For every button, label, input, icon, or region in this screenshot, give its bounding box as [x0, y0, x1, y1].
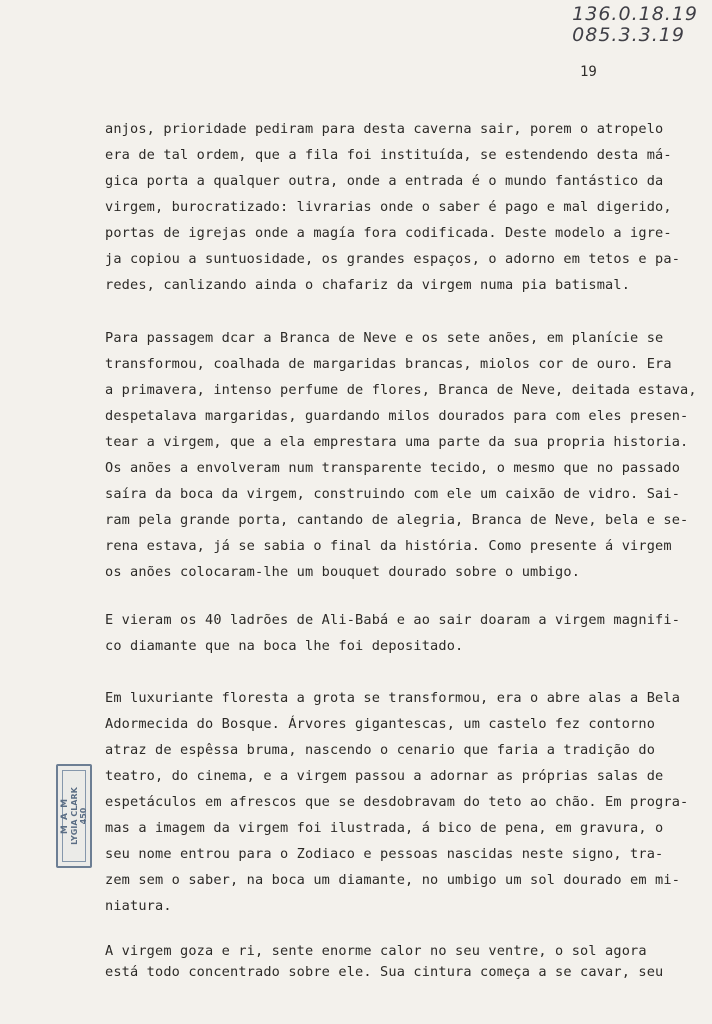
- text-line: atraz de espêssa bruma, nascendo o cenario que faria a tradição do: [105, 742, 656, 758]
- text-line: gica porta a qualquer outra, onde a entrada é o mundo fantástico da: [105, 173, 664, 189]
- archive-code: [572, 4, 698, 46]
- text-line: ram pela grande porta, cantando de alegria, Branca de Neve, bela e se-: [105, 512, 689, 528]
- paragraph-3: [105, 607, 681, 659]
- text-line: Os anões a envolveram num transparente tecido, o mesmo que no passado: [105, 460, 681, 476]
- stamp-line-1: M A M: [60, 797, 70, 835]
- text-line: está todo concentrado sobre ele. Sua cintura começa a se cavar, seu: [105, 964, 664, 980]
- text-line: teatro, do cinema, e a virgem passou a adornar as próprias salas de: [105, 768, 664, 784]
- text-line: os anões colocaram-lhe um bouquet dourado sobre o umbigo.: [105, 564, 581, 580]
- text-line: A virgem goza e ri, sente enorme calor no seu ventre, o sol agora: [105, 943, 647, 959]
- paragraph-2: [105, 325, 697, 585]
- text-line: espetáculos em afrescos que se desdobravam do teto ao chão. Em progra-: [105, 794, 689, 810]
- text-line: zem sem o saber, na boca um diamante, no umbigo um sol dourado em mi-: [105, 872, 681, 888]
- paragraph-1: [105, 116, 681, 298]
- text-line: transformou, coalhada de margaridas brancas, miolos cor de ouro. Era: [105, 356, 672, 372]
- text-line: mas a imagem da virgem foi ilustrada, á bico de pena, em gravura, o: [105, 820, 664, 836]
- paragraph-5: [105, 941, 665, 983]
- text-line: ja copiou a suntuosidade, os grandes espaços, o adorno em tetos e pa-: [105, 251, 681, 267]
- text-line: niatura.: [105, 898, 172, 914]
- stamp-line-3: 450: [79, 807, 88, 825]
- text-line: Adormecida do Bosque. Árvores gigantescas, um castelo fez contorno: [105, 716, 656, 732]
- text-line: co diamante que na boca lhe foi depositado.: [105, 638, 464, 654]
- text-line: a primavera, intenso perfume de flores, Branca de Neve, deitada estava,: [105, 382, 697, 398]
- text-line: redes, canlizando ainda o chafariz da virgem numa pia batismal.: [105, 277, 631, 293]
- text-line: portas de igrejas onde a magía fora codificada. Deste modelo a igre-: [105, 225, 672, 241]
- stamp-text: [60, 787, 88, 845]
- text-line: E vieram os 40 ladrões de Ali-Babá e ao sair doaram a virgem magnifi-: [105, 612, 681, 628]
- text-line: anjos, prioridade pediram para desta caverna sair, porem o atropelo: [105, 121, 664, 137]
- text-line: Para passagem dcar a Branca de Neve e os sete anões, em planície se: [105, 330, 664, 346]
- page-number: 19: [580, 64, 597, 80]
- text-line: despetalava margaridas, guardando milos dourados para com eles presen-: [105, 408, 689, 424]
- text-line: tear a virgem, que a ela emprestara uma parte da sua propria historia.: [105, 434, 689, 450]
- paragraph-4: [105, 685, 689, 919]
- text-line: seu nome entrou para o Zodiaco e pessoas nascidas neste signo, tra-: [105, 846, 664, 862]
- archive-code-line-2: 085.3.3.19: [572, 24, 685, 46]
- text-line: rena estava, já se sabia o final da história. Como presente á virgem: [105, 538, 672, 554]
- archive-code-line-1: 136.0.18.19: [572, 3, 698, 25]
- text-line: virgem, burocratizado: livrarias onde o saber é pago e mal digerido,: [105, 199, 672, 215]
- stamp-line-2: LYGIA CLARK: [70, 787, 79, 845]
- text-line: saíra da boca da virgem, construindo com ele um caixão de vidro. Sai-: [105, 486, 681, 502]
- text-line: Em luxuriante floresta a grota se transformou, era o abre alas a Bela: [105, 690, 681, 706]
- archive-stamp: [56, 764, 92, 868]
- text-line: era de tal ordem, que a fila foi instituída, se estendendo desta má-: [105, 147, 672, 163]
